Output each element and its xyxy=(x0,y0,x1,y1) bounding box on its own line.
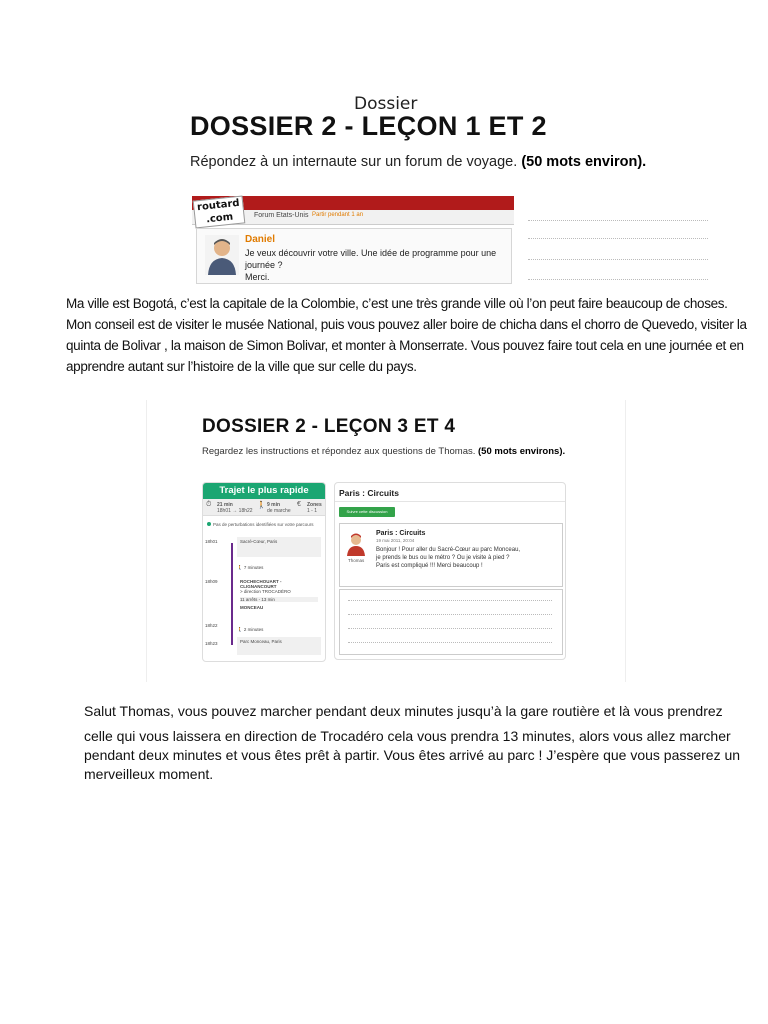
forum-message-line-1: Je veux découvrir votre ville. Une idée de programme pour une journée ? xyxy=(245,248,497,270)
route-walk-value: 9 min xyxy=(267,502,281,508)
document-label: Dossier xyxy=(354,94,418,114)
instruction-1 xyxy=(190,154,646,170)
time-1: 18h01 xyxy=(205,539,218,544)
walk-step-1-text: 7 minutes xyxy=(243,565,264,570)
route-zones-value: 1 - 1 xyxy=(307,508,318,514)
tab-partir: Partir pendant 1 an xyxy=(312,212,364,218)
answer-2-line-1: Salut Thomas, vous pouvez marcher pendant deux minutes jusqu’à la gare routière et là vous prendrez xyxy=(84,703,723,719)
metro-line xyxy=(231,543,233,645)
answer-line xyxy=(528,237,708,239)
stop-start: Sacré-Cœur, Paris xyxy=(237,537,321,557)
route-card xyxy=(202,482,326,662)
route-zones-label: Zones xyxy=(307,502,322,508)
time-4: 18h23 xyxy=(205,641,218,646)
route-duration-value: 21 min xyxy=(217,502,233,508)
instruction-2-text: Regardez les instructions et répondez aux questions de Thomas. xyxy=(202,446,476,457)
instruction-1-word-count: (50 mots environ). xyxy=(521,154,647,170)
route-header: Trajet le plus rapide xyxy=(203,483,325,499)
logo-text-sub: .com xyxy=(205,211,234,226)
tab-forum-etats-unis: Forum Etats-Unis xyxy=(254,212,309,219)
follow-discussion-button[interactable]: Suivre cette discussion xyxy=(339,507,395,517)
time-3: 18h22 xyxy=(205,623,218,628)
answer-line xyxy=(528,278,708,280)
answer-1-paragraph: Ma ville est Bogotá, c’est la capitale de la Colombie, c’est une très grande ville où l’on peut faire beaucoup de choses. Mon conseil est de visiter le musée National, puis vous pouvez aller boire de chicha dans el chorro de Quevedo, visiter la quinta de Bolivar , la maison de Simon Bolivar, et monter à Monserrate. Vous pouvez faire tout cela en une journée et en apprendre autant sur l’histoire de la ville que sur celle du pays. xyxy=(66,296,747,374)
metro-station: ROCHECHOUART - CLIGNANCOURT xyxy=(240,579,282,589)
route-note-text: Pas de perturbations identifiées sur votre parcours xyxy=(213,522,314,527)
logo-text: routard xyxy=(196,197,241,214)
reply-line xyxy=(348,614,552,615)
metro-step xyxy=(237,577,321,617)
message-line-3: Paris est compliqué !!! Merci beaucoup ! xyxy=(376,563,483,569)
instruction-2 xyxy=(202,446,565,457)
route-duration xyxy=(217,502,253,514)
walk-step-1: 🚶 7 minutes xyxy=(237,565,264,570)
reply-line xyxy=(348,628,552,629)
instruction-2-word-count: (50 mots environs). xyxy=(478,446,566,457)
route-meta xyxy=(203,499,325,516)
answer-2-rest: celle qui vous laissera en direction de Trocadéro cela vous prendra 13 minutes, alors vous allez marcher pendant deux minutes et vous êtes prêt à partir. Vous êtes arrivé au parc ! J’espère que vous passerez un merveilleux moment. xyxy=(84,728,741,782)
metro-end-station: MONCEAU xyxy=(240,605,264,610)
reply-box[interactable] xyxy=(339,589,563,655)
route-duration-range: 18h01 → 18h22 xyxy=(217,508,253,514)
section-2-title: DOSSIER 2 - LEÇON 3 ET 4 xyxy=(202,416,456,437)
time-2: 18h09 xyxy=(205,579,218,584)
route-note xyxy=(207,522,325,527)
circuits-card xyxy=(334,482,566,660)
walk-icon: 🚶 xyxy=(257,502,266,509)
ticket-icon: € xyxy=(297,501,301,508)
forum-message-line-2: Merci. xyxy=(245,272,270,282)
message-line-1: Bonjour ! Pour aller du Sacré-Cœur au parc Monceau, xyxy=(376,547,521,553)
status-dot-icon xyxy=(207,522,211,526)
route-walk-label: de marche xyxy=(267,508,291,514)
question-message xyxy=(339,523,563,587)
walk-step-2-text: 2 minutes xyxy=(243,627,264,632)
route-walk xyxy=(267,502,291,514)
thomas-avatar-icon xyxy=(346,532,366,556)
page-title: DOSSIER 2 - LEÇON 1 ET 2 xyxy=(190,111,547,141)
divider xyxy=(335,501,565,502)
message-author: Thomas xyxy=(348,558,365,563)
reply-line xyxy=(348,600,552,601)
circuits-title: Paris : Circuits xyxy=(339,488,399,498)
forum-post xyxy=(196,228,512,284)
message-title: Paris : Circuits xyxy=(376,530,426,537)
answer-line xyxy=(528,219,708,221)
reply-line xyxy=(348,642,552,643)
instruction-1-text: Répondez à un internaute sur un forum de voyage. xyxy=(190,154,518,170)
message-text xyxy=(376,546,556,570)
answer-2-paragraph xyxy=(84,702,744,784)
clock-icon: ⏱ xyxy=(206,501,212,508)
message-date: 19 mai 2011, 20:04 xyxy=(376,538,415,543)
metro-info: 11 arrêts - 13 min xyxy=(240,597,318,602)
forum-message xyxy=(245,247,507,283)
forum-username: Daniel xyxy=(245,234,276,245)
message-line-2: je prends le bus ou le métro ? Ou je visite à pied ? xyxy=(376,555,510,561)
routard-logo xyxy=(193,195,246,228)
route-zones xyxy=(307,502,322,514)
stop-end: Parc Monceau, Paris xyxy=(237,637,321,655)
answer-line xyxy=(528,258,708,260)
forum-card xyxy=(192,196,514,284)
user-avatar-icon xyxy=(205,235,239,275)
walk-step-2: 🚶 2 minutes xyxy=(237,627,264,632)
metro-direction: > direction TROCADÉRO xyxy=(240,589,291,594)
